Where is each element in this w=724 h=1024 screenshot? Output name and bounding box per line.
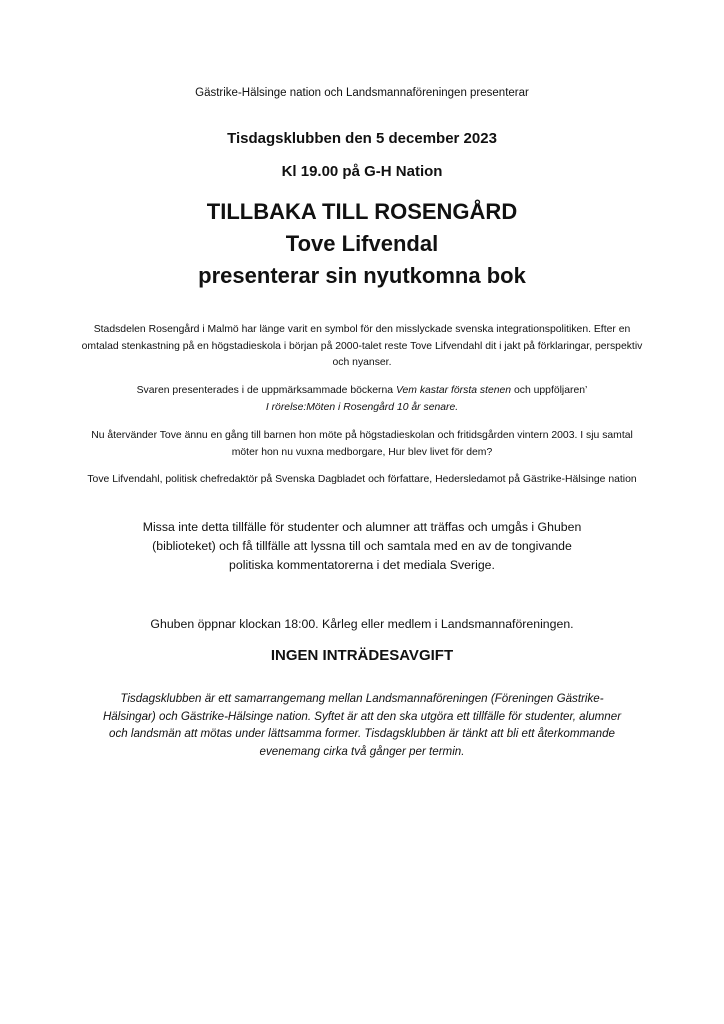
- book-title-1: Vem kastar första stenen: [395, 385, 512, 396]
- paragraph-author: Tove Lifvendahl, politisk chefredaktör på Svenska Dagbladet och författare, Hedersledamot på Gästrike-Hälsinge nation: [87, 474, 637, 485]
- paragraph-books-start: Svaren presenterades i de uppmärksammade böckerna: [136, 385, 396, 396]
- title-line-3: presenterar sin nyutkomna bok: [198, 263, 526, 288]
- paragraph-background: Stadsdelen Rosengård i Malmö har länge varit en symbol för den misslyckade svenska integrationspolitiken. Efter en omtalad stenkastning på en högstadieskola i början på 2000-talet reste Tove Lifvendahl dit i jakt på förklaringar, perspektiv och nyanser.: [81, 324, 643, 368]
- footer-note: Tisdagsklubben är ett samarrangemang mellan Landsmannaföreningen (Föreningen Gästrike-Hälsingar) och Gästrike-Hälsinge nation. Syftet är att den ska utgöra ett tillfälle för studenter, alumner och landsmän att mötas under lättsamma former. Tisdagsklubben är tänkt att bli ett återkommande evenemang cirka två gånger per termin.: [102, 692, 622, 758]
- event-date: Tisdagsklubben den 5 december 2023: [227, 130, 497, 147]
- book-title-2: I rörelse:Möten i Rosengård 10 år senare.: [265, 401, 459, 413]
- admission-heading: INGEN INTRÄDESAVGIFT: [270, 647, 454, 664]
- event-title: [0, 196, 724, 292]
- paragraph-return: Nu återvänder Tove ännu en gång till barnen hon möte på högstadieskolan och fritidsgården vintern 2003. I sju samtal möter hon nu vuxna medborgare, Hur blev livet för dem?: [91, 430, 633, 458]
- presenter-line: Gästrike-Hälsinge nation och Landsmannaföreningen presenterar: [195, 87, 529, 99]
- title-line-2: Tove Lifvendal: [285, 231, 439, 256]
- title-line-1: TILLBAKA TILL ROSENGÅRD: [206, 199, 518, 224]
- invitation-text: Missa inte detta tillfälle för studenter och alumner att träffas och umgås i Ghuben (biblioteket) och få tillfälle att lyssna till och samtala med en av de tongivande politiska kommentatorerna i det mediala Sverige.: [142, 520, 582, 572]
- paragraph-books-middle: och uppföljaren’: [511, 385, 588, 396]
- event-time-place: Kl 19.00 på G-H Nation: [281, 163, 443, 180]
- opening-info: Ghuben öppnar klockan 18:00. Kårleg eller medlem i Landsmannaföreningen.: [150, 617, 574, 631]
- paragraph-books: [80, 383, 644, 416]
